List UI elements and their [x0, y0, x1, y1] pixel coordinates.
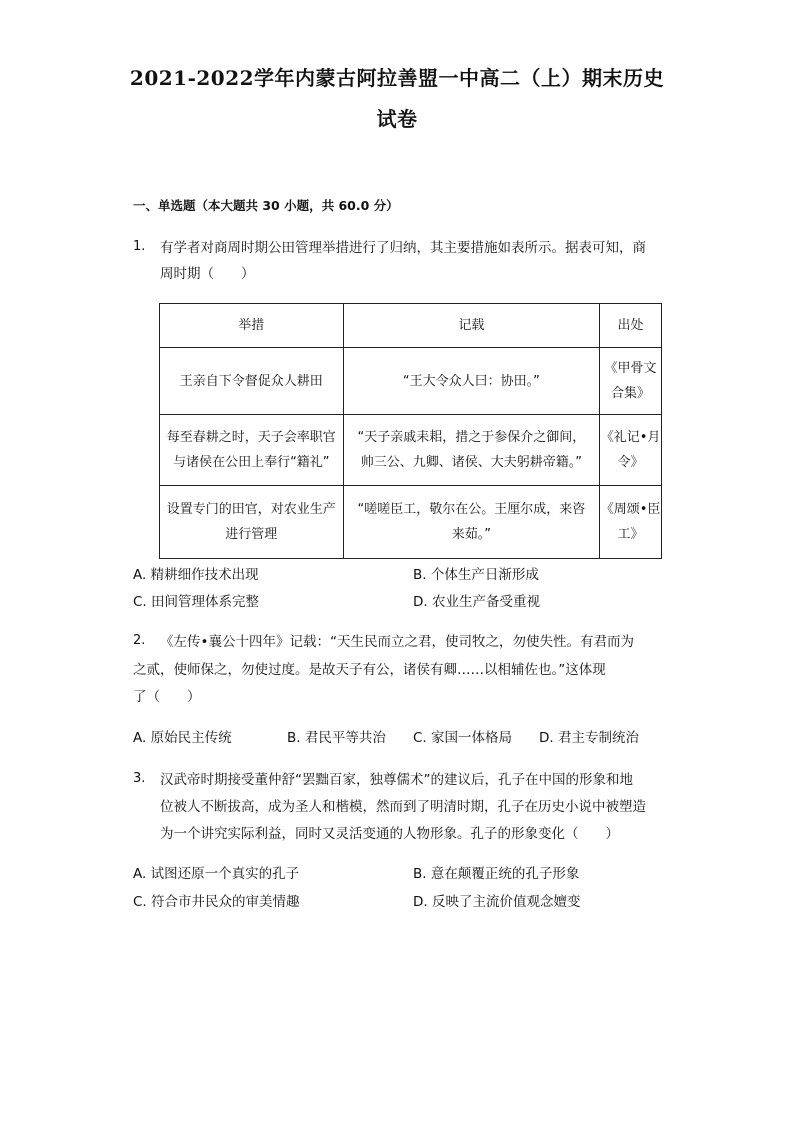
question-3-option-d[interactable]: D. 反映了主流价值观念嬗变: [413, 894, 581, 910]
table-cell: 每至春耕之时，天子会率职官 与诸侯在公田上奉行“籍礼”: [160, 415, 344, 486]
question-3-stem-line-2: 位被人不断拔高，成为圣人和楷模，然而到了明清时期，孔子在历史小说中被塑造: [160, 799, 646, 815]
question-2-stem-line-2: 之贰，使师保之，勿使过度。是故天子有公，诸侯有卿……以相辅佐也。”这体现: [133, 662, 606, 678]
question-3-option-b[interactable]: B. 意在颠覆正统的孔子形象: [413, 866, 580, 882]
question-1-table: [159, 303, 662, 559]
question-2-option-c[interactable]: C. 家国一体格局: [413, 730, 513, 746]
question-2-number: 2.: [133, 633, 146, 648]
table-row: [160, 486, 662, 559]
question-3-option-a[interactable]: A. 试图还原一个真实的孔子: [133, 866, 300, 882]
table-header-cell: 举措: [160, 304, 344, 348]
question-1-option-d[interactable]: D. 农业生产备受重视: [413, 594, 540, 610]
table-cell: “天子亲戚耒耜，措之于参保介之御间， 帅三公、九卿、诸侯、大夫躬耕帝籍。”: [343, 415, 599, 486]
question-3-number: 3.: [133, 771, 146, 786]
table-cell: 王亲自下令督促众人耕田: [160, 348, 344, 415]
table-row: [160, 348, 662, 415]
question-2-stem-line-3: 了（ ）: [133, 689, 201, 705]
question-1-option-a[interactable]: A. 精耕细作技术出现: [133, 567, 259, 583]
table-cell: 《周颂•臣 工》: [600, 486, 662, 559]
exam-title-line-1: 2021-2022学年内蒙古阿拉善盟一中高二（上）期末历史: [129, 66, 665, 90]
table-cell: 设置专门的田官，对农业生产 进行管理: [160, 486, 344, 559]
exam-title-line-2: 试卷: [376, 107, 418, 131]
table-row: [160, 415, 662, 486]
section-heading: 一、单选题（本大题共 30 小题，共 60.0 分）: [133, 198, 399, 213]
table-cell: 《礼记•月 令》: [600, 415, 662, 486]
question-3-stem-line-3: 为一个讲究实际利益，同时又灵活变通的人物形象。孔子的形象变化（ ）: [160, 826, 619, 842]
question-1-stem-line-2: 周时期（ ）: [160, 266, 255, 282]
table-header-cell: 记载: [343, 304, 599, 348]
question-1-option-b[interactable]: B. 个体生产日渐形成: [413, 567, 539, 583]
question-3-option-c[interactable]: C. 符合市井民众的审美情趣: [133, 894, 300, 910]
question-2-option-d[interactable]: D. 君主专制统治: [539, 730, 639, 746]
table-cell: “嗟嗟臣工，敬尔在公。王厘尔成，来咨 来茹。”: [343, 486, 599, 559]
question-1-stem-line-1: 有学者对商周时期公田管理举措进行了归纳，其主要措施如表所示。据表可知，商: [160, 240, 646, 256]
question-1-number: 1.: [133, 239, 146, 254]
question-2-option-a[interactable]: A. 原始民主传统: [133, 730, 232, 746]
table-cell: 《甲骨文 合集》: [600, 348, 662, 415]
table-header-row: [160, 304, 662, 348]
question-1-option-c[interactable]: C. 田间管理体系完整: [133, 594, 260, 610]
question-3-stem-line-1: 汉武帝时期接受董仲舒“罢黜百家，独尊儒术”的建议后，孔子在中国的形象和地: [160, 772, 633, 788]
question-2-option-b[interactable]: B. 君民平等共治: [287, 730, 386, 746]
table-cell: “王大令众人曰：协田。”: [343, 348, 599, 415]
table-header-cell: 出处: [600, 304, 662, 348]
question-2-stem-line-1: 《左传•襄公十四年》记载：“天生民而立之君，使司牧之，勿使失性。有君而为: [160, 634, 634, 650]
